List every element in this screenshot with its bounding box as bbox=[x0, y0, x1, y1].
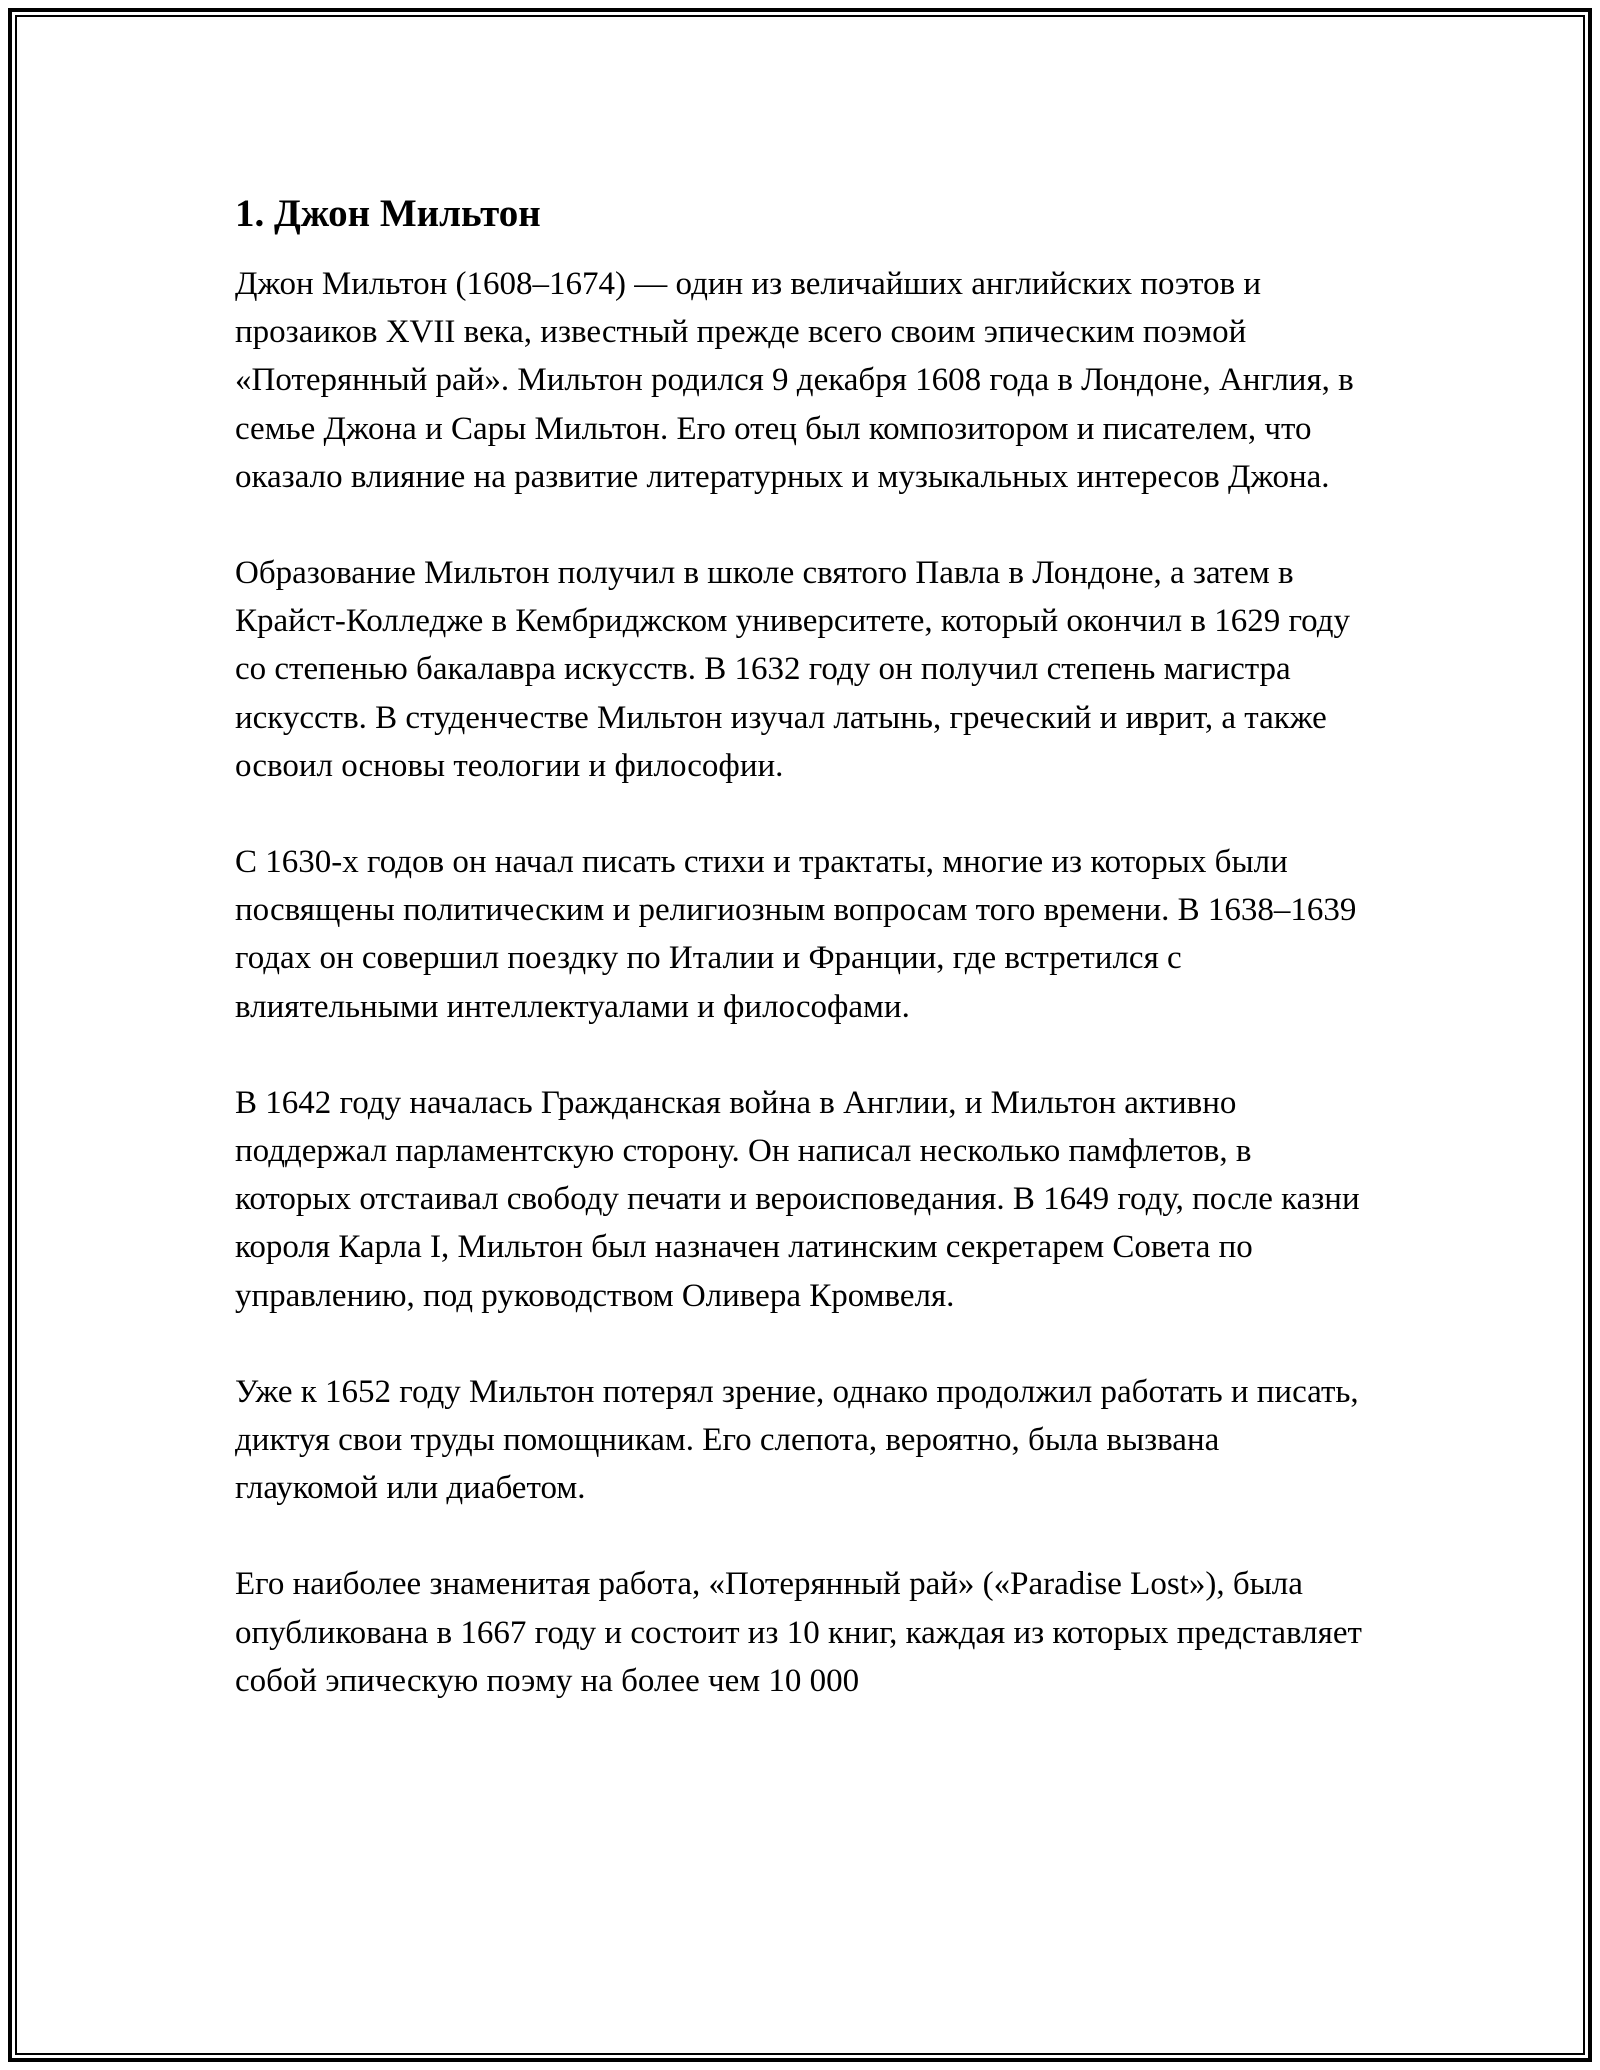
paragraph-paradise-lost: Его наиболее знаменитая работа, «Потерянный рай» («Paradise Lost»), была опубликована в 1667 году и состоит из 10 книг, каждая из которых представляет собой эпическую поэму на более чем 10 000 bbox=[235, 1566, 1362, 1699]
paragraph-blindness: Уже к 1652 году Мильтон потерял зрение, однако продолжил работать и писать, диктуя свои труды помощникам. Его слепота, вероятно, была вызвана глаукомой или диабетом. bbox=[235, 1373, 1359, 1507]
paragraph-education: Образование Мильтон получил в школе святого Павла в Лондоне, а затем в Крайст-Колледже в Кембриджском университете, который окончил в 1629 году со степенью бакалавра искусств. В 1632 году он получил степень магистра искусств. В студенчестве Мильтон изучал латынь, греческий и иврит, а также освоил основы теологии и философии. bbox=[235, 555, 1350, 784]
paragraph-civil-war: В 1642 году началась Гражданская война в Англии, и Мильтон активно поддержал парламентскую сторону. Он написал несколько памфлетов, в которых отстаивал свободу печати и вероисповедания. В 1649 году, после казни короля Карла I, Мильтон был назначен латинским секретарем Совета по управлению, под руководством Оливера Кромвеля. bbox=[235, 1084, 1360, 1314]
paragraph-biography-intro: Джон Мильтон (1608–1674) — один из величайших английских поэтов и прозаиков XVII века, известный прежде всего своим эпическим поэмой «Потерянный рай». Мильтон родился 9 декабря 1608 года в Лондоне, Англия, в семье Джона и Сары Мильтон. Его отец был композитором и писателем, что оказало влияние на развитие литературных и музыкальных интересов Джона. bbox=[235, 266, 1354, 495]
section-heading: 1. Джон Мильтон bbox=[235, 192, 541, 235]
paragraph-early-writing: С 1630-х годов он начал писать стихи и трактаты, многие из которых были посвящены политическим и религиозным вопросам того времени. В 1638–1639 годах он совершил поездку по Италии и Франции, где встретился с влиятельными интеллектуалами и философами. bbox=[235, 844, 1357, 1025]
document-body bbox=[235, 188, 1370, 1753]
